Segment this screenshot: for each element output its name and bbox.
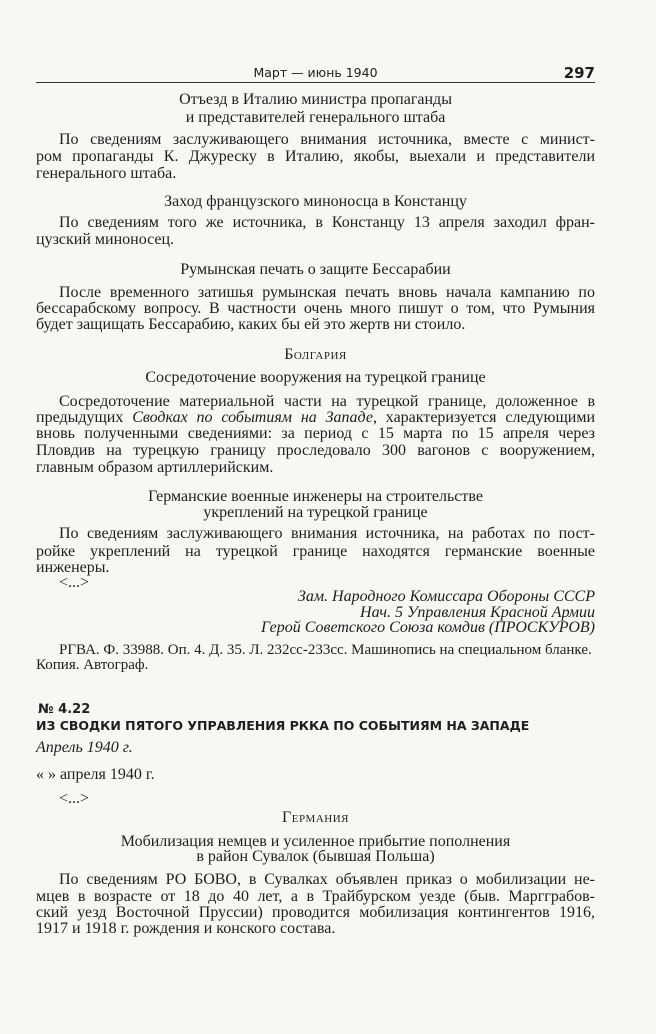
signature-line: Нач. 5 Управления Красной Армии xyxy=(360,604,595,621)
paragraph-line: 1917 и 1918 г. рождения и конского состава. xyxy=(36,920,336,937)
paragraph-line: главным образом артиллерийским. xyxy=(36,459,274,476)
signature-line: Герой Советского Союза комдив (ПРОСКУРОВ) xyxy=(260,619,595,636)
paragraph-line: будет защищать Бессарабию, каких бы ей это жертв ни стоило. xyxy=(36,316,466,333)
paragraph-line: По сведениям заслуживающего внимания источника, вместе с минист- xyxy=(59,131,595,148)
document-date-italic: Апрель 1940 г. xyxy=(36,739,133,756)
omission-mark: <...> xyxy=(59,574,90,591)
section-title: Германские военные инженеры на строительстве xyxy=(148,488,483,505)
country-heading: Германия xyxy=(281,809,350,826)
section-title: в район Сувалок (бывшая Польша) xyxy=(196,848,435,865)
running-title: Март — июнь 1940 xyxy=(253,65,378,80)
paragraph-line: бессарабскому вопросу. В частности очень много пишут о том, что Румыния xyxy=(36,300,595,317)
paragraph-line: ройке укреплений на турецкой границе находятся германские военные xyxy=(36,543,595,560)
paragraph-line: ский уезд Восточной Пруссии) проводится мобилизация контингентов 1916, xyxy=(36,904,595,921)
document-number: № 4.22 xyxy=(38,702,91,717)
document-date: « » апреля 1940 г. xyxy=(36,766,155,783)
paragraph-line: цузский миноносец. xyxy=(36,231,175,248)
omission-mark: <...> xyxy=(59,790,90,807)
paragraph-line: Сосредоточение материальной части на турецкой границе, доложенное в xyxy=(59,393,595,410)
text: , характеризуется следующими xyxy=(372,409,596,426)
italic-title: Сводках по событиям на Западе xyxy=(132,409,373,426)
page-number: 297 xyxy=(563,64,595,82)
country-heading: Болгария xyxy=(284,346,347,363)
text: предыдущих xyxy=(36,409,124,426)
paragraph-line: По сведениям РО БОВО, в Сувалках объявлен приказ о мобилизации не- xyxy=(59,871,595,888)
archive-source: Копия. Автограф. xyxy=(36,657,149,673)
paragraph-line: После временного затишья румынская печать вновь начала кампанию по xyxy=(59,284,595,301)
section-title: Мобилизация немцев и усиленное прибытие пополнения xyxy=(120,833,511,850)
paragraph-line: По сведениям того же источника, в Констанцу 13 апреля заходил фран- xyxy=(59,214,595,231)
header-rule xyxy=(36,82,595,83)
paragraph-line: Пловдив на турецкую границу проследовало 300 вагонов с вооружением, xyxy=(36,442,595,459)
paragraph-line: инженеры. xyxy=(36,559,110,576)
paragraph-line: По сведениям заслуживающего внимания источника, на работах по пост- xyxy=(59,525,595,542)
section-title: Румынская печать о защите Бессарабии xyxy=(180,261,451,278)
section-title: Сосредоточение вооружения на турецкой границе xyxy=(145,369,486,386)
document-heading: ИЗ СВОДКИ ПЯТОГО УПРАВЛЕНИЯ РККА ПО СОБЫТИЯМ НА ЗАПАДЕ xyxy=(36,718,530,733)
signature-line: Зам. Народного Комиссара Обороны СССР xyxy=(297,588,595,605)
section-title: укреплений на турецкой границе xyxy=(203,504,428,521)
paragraph-line: генерального штаба. xyxy=(36,165,177,182)
paragraph-line: вновь полученными сведениями: за период с 15 марта по 15 апреля через xyxy=(36,425,595,442)
section-title: Отъезд в Италию министра пропаганды xyxy=(179,91,452,108)
section-title: Заход французского миноносца в Констанцу xyxy=(164,193,467,210)
paragraph-line: ром пропаганды К. Джуреску в Италию, якобы, выехали и представители xyxy=(36,148,595,165)
section-title: и представителей генерального штаба xyxy=(185,109,446,126)
paragraph-line: мцев в возрасте от 18 до 40 лет, а в Трайбурском уезде (быв. Маргграбов- xyxy=(36,888,595,905)
archive-source: РГВА. Ф. 33988. Оп. 4. Д. 35. Л. 232сс-233сс. Машинопись на специальном бланке. xyxy=(59,642,592,658)
